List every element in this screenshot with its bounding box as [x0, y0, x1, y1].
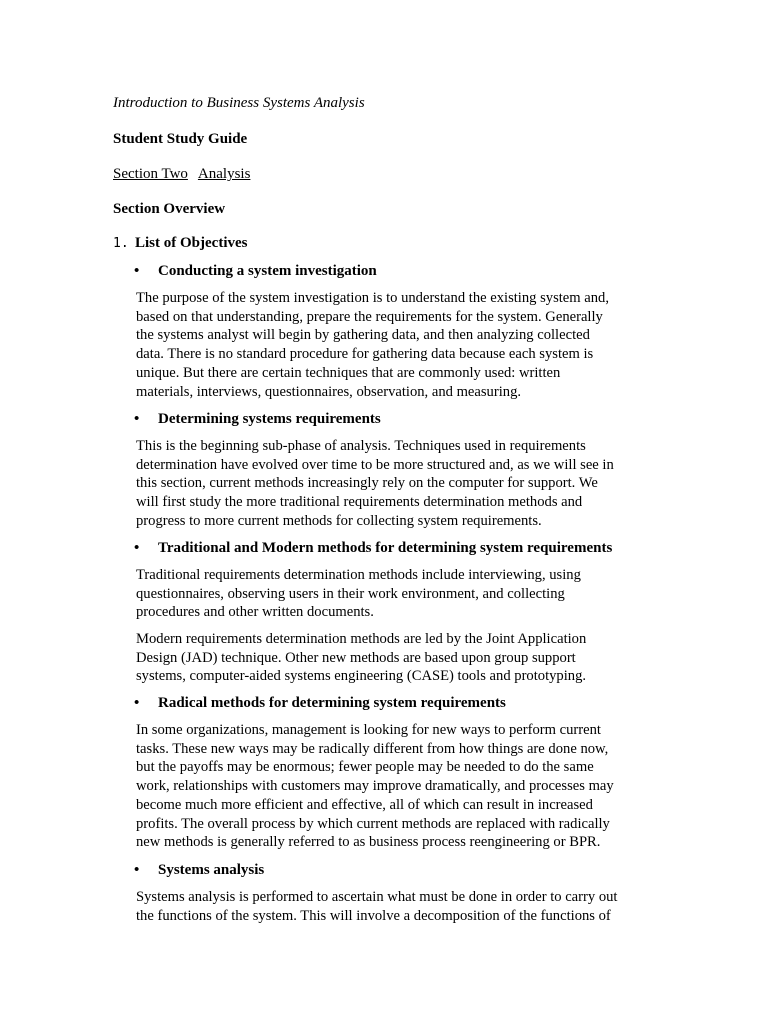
objectives-heading [113, 234, 247, 254]
objective-heading: Determining systems requirements [158, 411, 381, 427]
paragraph-line: become much more efficient and effective, all of which can result in increased [136, 796, 593, 813]
bullet-icon: • [134, 862, 140, 878]
objective-heading: Systems analysis [158, 862, 265, 878]
bullet-icon: • [134, 695, 140, 711]
paragraph-line: procedures and other written documents. [136, 604, 374, 621]
objective-bullet [134, 694, 506, 713]
objectives-number: 1. [113, 236, 129, 251]
paragraph-line: based on that understanding, prepare the requirements for the system. Generally [136, 308, 603, 325]
paragraph-line: will first study the more traditional requirements determination methods and [136, 494, 583, 511]
paragraph-line: unique. But there are certain techniques that are commonly used: written [136, 364, 561, 381]
paragraph-line: the systems analyst will begin by gathering data, and then analyzing collected [136, 327, 590, 344]
paragraph-line: questionnaires, observing users in their work environment, and collecting [136, 585, 565, 602]
section-label: Section Two [113, 166, 188, 182]
section-name: Analysis [197, 166, 251, 182]
section-overview-heading: Section Overview [113, 201, 226, 217]
paragraph-line: profits. The overall process by which current methods are replaced with radically [136, 815, 610, 832]
document-title: Introduction to Business Systems Analysis [113, 95, 365, 111]
bullet-icon: • [134, 263, 140, 279]
paragraph-line: Systems analysis is performed to ascertain what must be done in order to carry out [136, 889, 618, 905]
paragraph-line: Traditional requirements determination methods include interviewing, using [136, 567, 581, 583]
objective-heading: Conducting a system investigation [158, 263, 377, 279]
objective-bullet [134, 861, 264, 880]
paragraph-line: materials, interviews, questionnaires, observation, and measuring. [136, 383, 522, 400]
paragraph-line: The purpose of the system investigation is to understand the existing system and, [136, 290, 610, 306]
paragraph-line: data. There is no standard procedure for gathering data because each system is [136, 346, 594, 363]
paragraph-line: the functions of the system. This will involve a decomposition of the functions of [136, 907, 611, 924]
paragraph-line: Design (JAD) technique. Other new methods are based upon group support [136, 649, 576, 666]
objective-bullet [134, 539, 612, 558]
objective-heading: Traditional and Modern methods for determining system requirements [158, 540, 613, 556]
bullet-icon: • [134, 540, 140, 556]
objective-paragraph [136, 721, 636, 852]
paragraph-line: determination have evolved over time to be more structured and, as we will see in [136, 456, 614, 473]
paragraph-line: work, relationships with customers may improve dramatically, and processes may [136, 778, 614, 795]
objective-paragraph [136, 437, 636, 531]
objective-paragraph [136, 888, 636, 925]
bullet-icon: • [134, 411, 140, 427]
objective-bullet [134, 410, 381, 429]
paragraph-line: Modern requirements determination methods are led by the Joint Application [136, 631, 587, 647]
objective-paragraph [136, 566, 636, 622]
study-guide-heading: Student Study Guide [113, 131, 248, 147]
paragraph-line: progress to more current methods for collecting system requirements. [136, 512, 542, 529]
section-line [113, 165, 250, 184]
paragraph-line: In some organizations, management is looking for new ways to perform current [136, 722, 601, 738]
objectives-label: List of Objectives [135, 235, 248, 251]
objective-paragraph [136, 289, 636, 401]
paragraph-line: tasks. These new ways may be radically different from how things are done now, [136, 740, 609, 757]
paragraph-line: systems, computer-aided systems engineering (CASE) tools and prototyping. [136, 668, 587, 685]
paragraph-line: this section, current methods increasingly rely on the computer for support. We [136, 475, 598, 492]
paragraph-line: This is the beginning sub-phase of analysis. Techniques used in requirements [136, 438, 586, 454]
objective-bullet [134, 262, 377, 281]
paragraph-line: but the payoffs may be enormous; fewer people may be needed to do the same [136, 759, 594, 776]
paragraph-line: new methods is generally referred to as business process reengineering or BPR. [136, 834, 601, 851]
objective-paragraph [136, 630, 636, 686]
objective-heading: Radical methods for determining system requirements [158, 695, 506, 711]
